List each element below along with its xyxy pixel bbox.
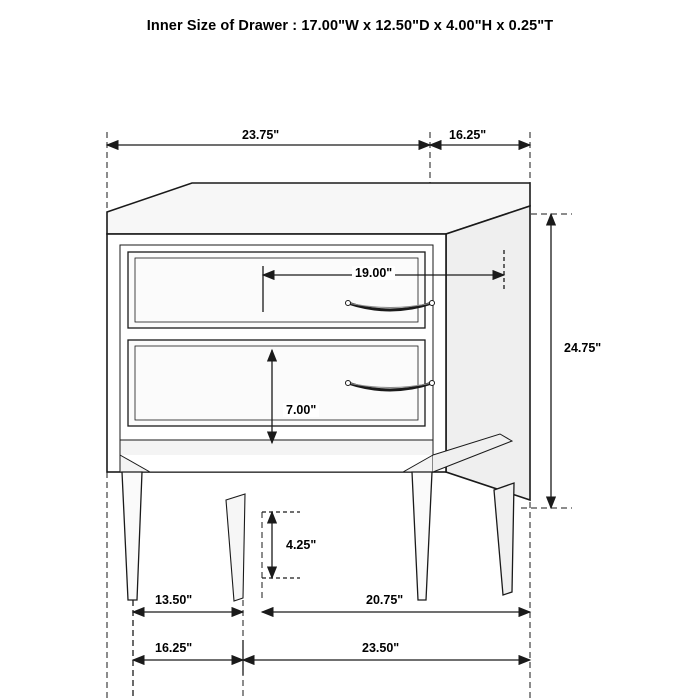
dimension-label-overall-height: 24.75" bbox=[561, 341, 604, 355]
dimension-label-bottom-front-width: 23.50" bbox=[359, 641, 402, 655]
dimension-label-top-left-width: 23.75" bbox=[239, 128, 282, 142]
dimension-label-base-front-width: 20.75" bbox=[363, 593, 406, 607]
dimension-label-drawer-inner-width: 19.00" bbox=[352, 266, 395, 280]
dimension-label-base-left-depth: 13.50" bbox=[152, 593, 195, 607]
dimension-label-top-right-depth: 16.25" bbox=[446, 128, 489, 142]
dimension-label-bottom-left-depth: 16.25" bbox=[152, 641, 195, 655]
dimension-label-drawer-inner-height: 7.00" bbox=[283, 403, 319, 417]
page-title: Inner Size of Drawer : 17.00"W x 12.50"D x 4.00"H x 0.25"T bbox=[146, 18, 554, 34]
dimension-label-leg-height: 4.25" bbox=[283, 538, 319, 552]
